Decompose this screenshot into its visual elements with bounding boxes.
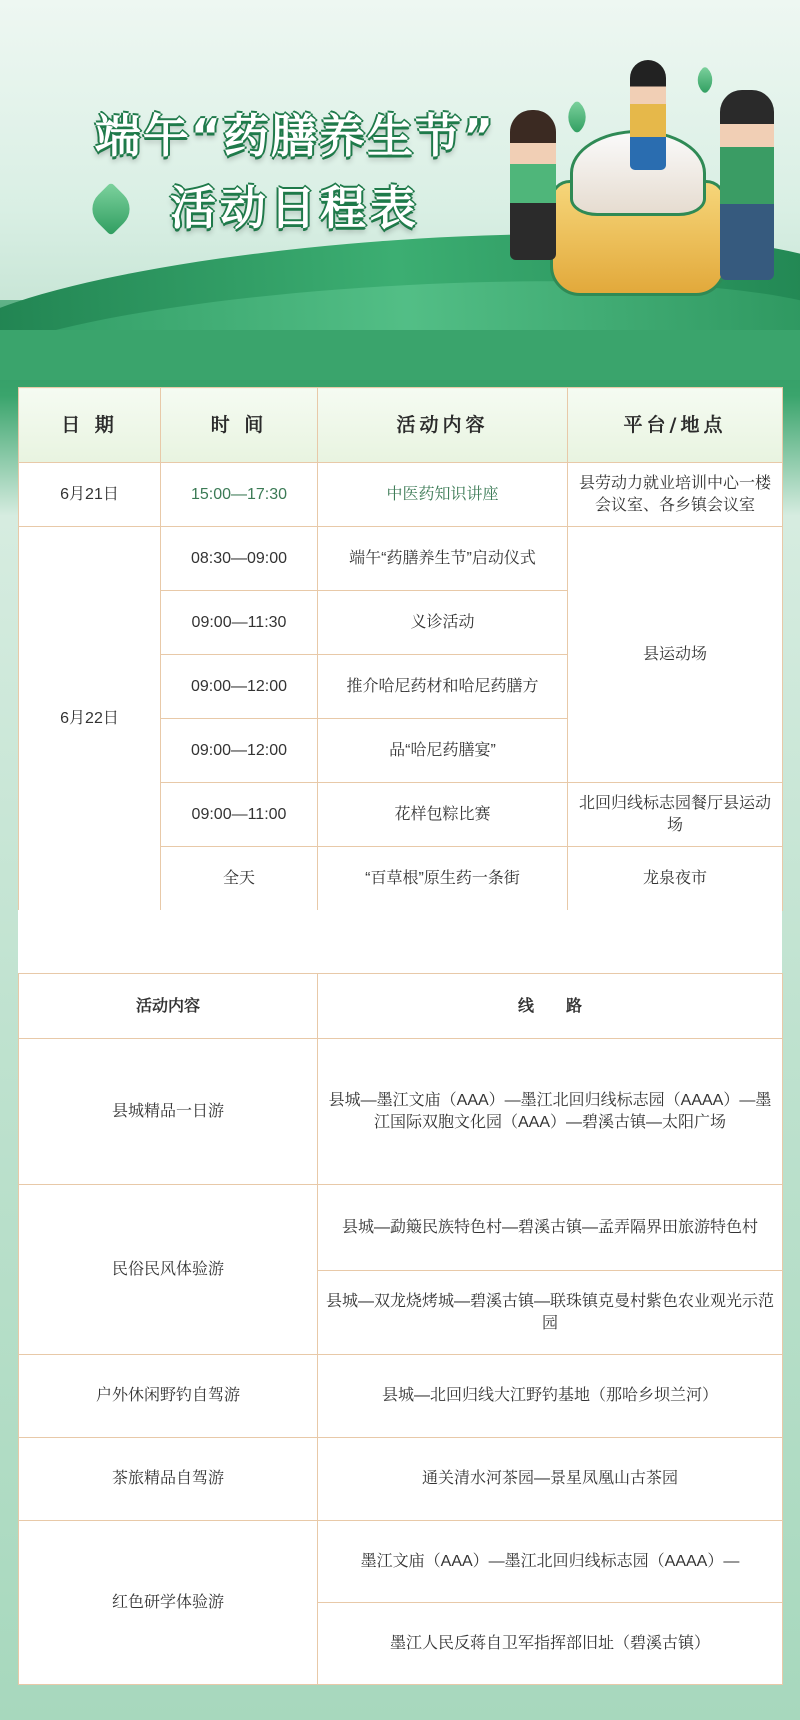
content-cell: 品“哈尼药膳宴” xyxy=(318,719,568,783)
time-cell: 08:30—09:00 xyxy=(161,527,318,591)
column-header: 活动内容 xyxy=(318,388,568,463)
time-cell: 全天 xyxy=(161,847,318,911)
table-row xyxy=(19,1438,783,1521)
time-cell: 09:00—11:30 xyxy=(161,591,318,655)
time-cell: 15:00—17:30 xyxy=(161,463,318,527)
route-cell: 墨江文庙（AAA）—墨江北回归线标志园（AAAA）— xyxy=(318,1521,783,1603)
place-cell: 县劳动力就业培训中心一楼会议室、各乡镇会议室 xyxy=(568,463,783,527)
route-cell: 墨江人民反蒋自卫军指挥部旧址（碧溪古镇） xyxy=(318,1603,783,1685)
route-name-cell: 县城精品一日游 xyxy=(19,1039,318,1185)
time-cell: 09:00—11:00 xyxy=(161,783,318,847)
zongzi-illustration xyxy=(510,60,780,290)
route-cell: 县城—北回归线大江野钓基地（那哈乡坝兰河） xyxy=(318,1355,783,1438)
date-cell: 6月21日 xyxy=(19,463,161,527)
person-figure xyxy=(630,60,666,170)
schedule-table xyxy=(18,387,782,911)
table-header-row xyxy=(19,974,783,1039)
column-header: 活动内容 xyxy=(19,974,318,1039)
table-spacer xyxy=(18,910,782,973)
route-cell: 通关清水河茶园—景星凤凰山古茶园 xyxy=(318,1438,783,1521)
content-cell: 义诊活动 xyxy=(318,591,568,655)
routes-table xyxy=(18,973,782,1685)
column-header: 日 期 xyxy=(19,388,161,463)
table-row xyxy=(19,1355,783,1438)
content-cell: 推介哈尼药材和哈尼药膳方 xyxy=(318,655,568,719)
route-name-cell: 茶旅精品自驾游 xyxy=(19,1438,318,1521)
route-cell: 县城—勐簸民族特色村—碧溪古镇—孟弄隔界田旅游特色村 xyxy=(318,1185,783,1271)
banner-wave xyxy=(0,330,800,380)
place-cell: 县运动场 xyxy=(568,527,783,783)
column-header: 时 间 xyxy=(161,388,318,463)
route-name-cell: 户外休闲野钓自驾游 xyxy=(19,1355,318,1438)
route-cell: 县城—墨江文庙（AAA）—墨江北回归线标志园（AAAA）—墨江国际双胞文化园（AAA）—碧溪古镇—太阳广场 xyxy=(318,1039,783,1185)
content-cell: 花样包粽比赛 xyxy=(318,783,568,847)
time-cell: 09:00—12:00 xyxy=(161,655,318,719)
content-cell: 端午“药膳养生节”启动仪式 xyxy=(318,527,568,591)
route-name-cell: 民俗民风体验游 xyxy=(19,1185,318,1355)
page-title-line1: 端午“药膳养生节” xyxy=(94,109,496,163)
page-title-line2: 活动日程表 xyxy=(170,181,420,235)
table-header-row xyxy=(19,388,783,463)
table-row xyxy=(19,527,783,591)
place-cell: 龙泉夜市 xyxy=(568,847,783,911)
column-header: 线 路 xyxy=(318,974,783,1039)
content-cell: 中医药知识讲座 xyxy=(318,463,568,527)
place-cell: 北回归线标志园餐厅县运动场 xyxy=(568,783,783,847)
table-row xyxy=(19,1039,783,1185)
date-cell: 6月22日 xyxy=(19,527,161,911)
person-figure xyxy=(720,90,774,280)
header-banner xyxy=(0,0,800,380)
table-row xyxy=(19,1521,783,1603)
person-figure xyxy=(510,110,556,260)
table-row xyxy=(19,463,783,527)
content-cell: “百草根”原生药一条街 xyxy=(318,847,568,911)
route-name-cell: 红色研学体验游 xyxy=(19,1521,318,1685)
route-cell: 县城—双龙烧烤城—碧溪古镇—联珠镇克曼村紫色农业观光示范园 xyxy=(318,1271,783,1355)
table-row xyxy=(19,1185,783,1271)
time-cell: 09:00—12:00 xyxy=(161,719,318,783)
column-header: 平台/地点 xyxy=(568,388,783,463)
